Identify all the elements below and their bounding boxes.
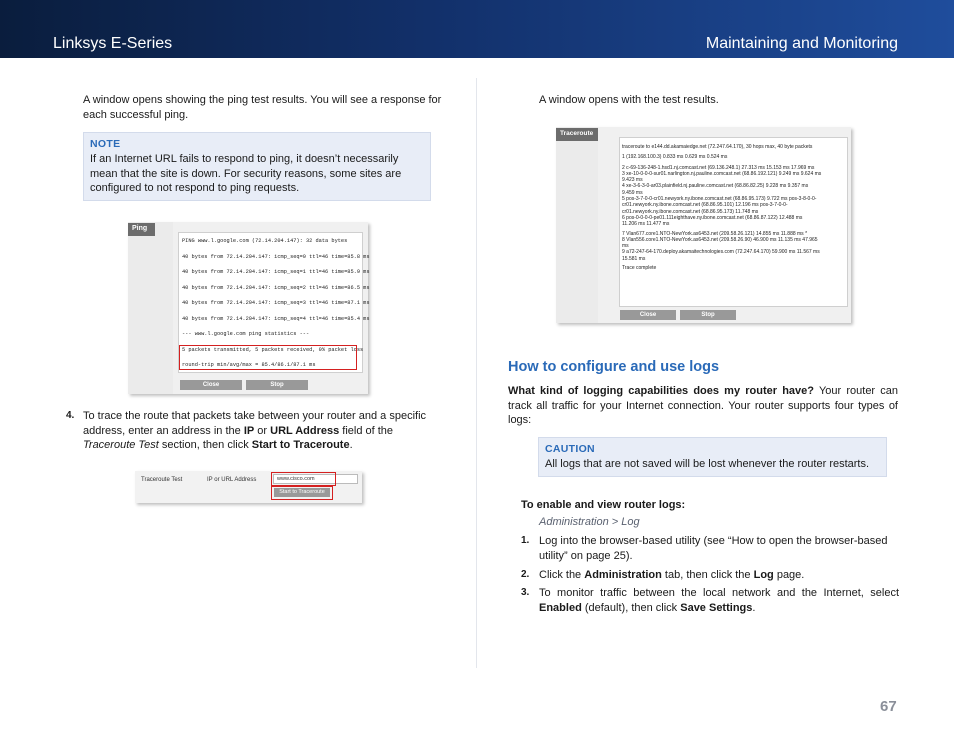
caution-body: All logs that are not saved will be lost whenever the router restarts. xyxy=(545,458,870,470)
trace-stop-button[interactable]: Stop xyxy=(680,310,736,320)
trace-line: 7 Vlan677.core1.NTO-NewYork.as6453.net (209.58.26.121) 14.855 ms 11.888 ms * xyxy=(622,230,808,237)
stop-button[interactable]: Stop xyxy=(246,380,308,390)
enabled-term: Enabled xyxy=(539,601,582,614)
start-traceroute-term: Start to Traceroute xyxy=(251,439,350,451)
ping-tab: Ping xyxy=(128,223,155,236)
traceroute-section-label: Traceroute Test xyxy=(141,477,183,483)
ping-line: 40 bytes from 72.14.204.147: icmp_seq=2 ttl=46 time=86.5 ms xyxy=(182,284,370,291)
step-3-part: . xyxy=(752,601,756,614)
trace-close-button[interactable]: Close xyxy=(620,310,676,320)
step-2-part: tab, then click the xyxy=(661,569,754,581)
ping-screenshot xyxy=(128,222,368,394)
ping-line: 5 packets transmitted, 5 packets received, 0% packet loss xyxy=(182,346,364,353)
step-2-number: 2. xyxy=(521,569,530,580)
ping-intro: A window opens showing the ping test results. You will see a response for each successful ping. xyxy=(83,94,442,121)
step-4-text xyxy=(83,409,445,453)
caution-box xyxy=(538,437,887,477)
trace-sidebar xyxy=(556,127,598,323)
trace-line: cr01.newyork.ny.ibone.comcast.net (68.86.95.101) 12.196 ms pos-3-7-0-0- xyxy=(622,202,788,209)
trace-line: cr01.newyork.ny.ibone.comcast.net (68.86.95.173) 11.748 ms xyxy=(622,208,759,215)
ping-line: round-trip min/avg/max = 85.4/86.1/87.1 ms xyxy=(182,362,316,368)
trace-line: 5 pos-3-7-0-0-cr01.newyork.ny.ibone.comcast.net (68.86.95.173) 9.722 ms pos-3-8-0-0- xyxy=(622,196,817,203)
manual-title: Linksys E-Series xyxy=(53,35,173,52)
step-4-part: section, then click xyxy=(158,439,252,451)
trace-line: ms xyxy=(622,243,629,250)
ip-term: IP xyxy=(243,424,255,437)
ping-line: 40 bytes from 72.14.204.147: icmp_seq=3 ttl=46 time=87.1 ms xyxy=(182,300,370,306)
ip-url-label: IP or URL Address xyxy=(207,477,257,483)
ping-line: 40 bytes from 72.14.204.147: icmp_seq=0 ttl=46 time=85.8 ms xyxy=(182,253,370,260)
step-4-part: . xyxy=(349,439,353,451)
step-2-text xyxy=(539,568,899,583)
input-highlight xyxy=(271,472,336,486)
trace-line: 9 a72-247-64-170.deploy.akamaitechnologies.com (72.247.64.170) 59.900 ms 11.567 ms xyxy=(622,249,820,256)
ping-summary-highlight xyxy=(179,345,357,370)
note-title: NOTE xyxy=(90,138,121,150)
traceroute-tab: Traceroute xyxy=(556,128,598,141)
chapter-title: Maintaining and Monitoring xyxy=(705,35,898,52)
step-1-number: 1. xyxy=(521,535,530,546)
ip-url-input[interactable]: www.cisco.com xyxy=(273,474,358,484)
ping-line: --- www.l.google.com ping statistics --- xyxy=(182,331,310,337)
step-3-part: To monitor traffic between the local network and the Internet, select xyxy=(539,587,899,599)
trace-line: 9.423 ms xyxy=(622,177,643,184)
step-3-number: 3. xyxy=(521,587,530,598)
menu-path: Administration > Log xyxy=(539,516,640,528)
page-number: 67 xyxy=(880,698,897,715)
step-4-number: 4. xyxy=(66,410,75,421)
step-4-part: field of the xyxy=(339,424,394,437)
traceroute-screenshot xyxy=(556,127,851,323)
section-heading: How to configure and use logs xyxy=(508,359,720,375)
trace-line: 6 pos-0-0-0-0-pe01.111eighthave.ny.ibone.comcast.net (68.86.87.122) 12.488 ms xyxy=(622,214,803,221)
trace-output xyxy=(619,137,848,307)
ping-line: 40 bytes from 72.14.204.147: icmp_seq=1 ttl=46 time=85.9 ms xyxy=(182,269,370,275)
ping-line: 40 bytes from 72.14.204.147: icmp_seq=4 ttl=46 time=85.4 ms xyxy=(182,315,370,322)
trace-line: Trace complete xyxy=(622,265,657,272)
trace-intro: A window opens with the test results. xyxy=(539,94,719,106)
step-3-text xyxy=(539,586,899,615)
trace-line: traceroute to e144.dd.akamaiedge.net (72.247.64.170), 30 hops max, 40 byte packets xyxy=(622,144,813,150)
trace-line: 2 c-69-136-248-1.hsd1.nj.comcast.net (69.136.248.1) 27.313 ms 15.153 ms 17.969 ms xyxy=(622,164,815,171)
ping-line: PING www.l.google.com (72.14.204.147): 32 data bytes xyxy=(182,238,348,244)
administration-term: Administration xyxy=(584,569,662,581)
trace-line: 3 xe-10-0-0-0-sur01.narlington.nj.pauline.comcast.net (68.86.192.121) 9.249 ms 9.624 ms xyxy=(622,170,822,177)
trace-line: 1 (192.168.100.3) 0.833 ms 0.629 ms 0.524 ms xyxy=(622,154,728,161)
trace-line: 8 Vlan556.core1.NTO-NewYork.as6453.net (209.58.26.90) 46.900 ms 11.135 ms 47.965 xyxy=(622,236,818,243)
trace-line: 4 xe-3-6-3-0-ar03.plainfield.nj.pauline.comcast.net (68.86.82.25) 9.228 ms 9.357 ms xyxy=(622,183,809,190)
step-4-part: or xyxy=(254,424,271,437)
ping-sidebar xyxy=(128,222,173,394)
step-2-part: page. xyxy=(773,569,805,581)
page-header xyxy=(0,0,954,58)
close-button[interactable]: Close xyxy=(180,380,242,390)
log-term: Log xyxy=(753,569,774,581)
step-2-part: Click the xyxy=(539,569,585,581)
save-settings-term: Save Settings xyxy=(680,601,753,614)
url-address-term: URL Address xyxy=(270,424,340,437)
trace-line: 15.581 ms xyxy=(622,255,646,262)
logs-paragraph xyxy=(508,384,898,428)
traceroute-field-screenshot xyxy=(135,471,362,503)
trace-line: 11.206 ms 11.477 ms xyxy=(622,221,670,228)
step-4-part: To trace the route that packets take between your router and a specific address, enter an address in the xyxy=(83,410,427,437)
column-divider xyxy=(476,78,477,668)
traceroute-test-term: Traceroute Test xyxy=(83,439,159,451)
procedure-title: To enable and view router logs: xyxy=(521,499,686,511)
note-box xyxy=(83,132,431,201)
button-highlight xyxy=(271,486,333,500)
logs-question: What kind of logging capabilities does my router have? xyxy=(508,385,814,397)
step-1-text: Log into the browser-based utility (see “How to open the browser-based utility” on page 25). xyxy=(539,535,888,562)
start-traceroute-button[interactable]: Start to Traceroute xyxy=(274,488,330,497)
step-3-part: (default), then click xyxy=(581,601,681,614)
note-body: If an Internet URL fails to respond to ping, it doesn’t necessarily mean that the site is down. For security reasons, some sites are configured to not respond to ping requests. xyxy=(90,153,402,194)
caution-title: CAUTION xyxy=(545,443,595,455)
logs-answer: Your router can track all traffic for your Internet connection. Your router supports four types of logs: xyxy=(508,385,899,426)
trace-line: 9.459 ms xyxy=(622,189,643,196)
